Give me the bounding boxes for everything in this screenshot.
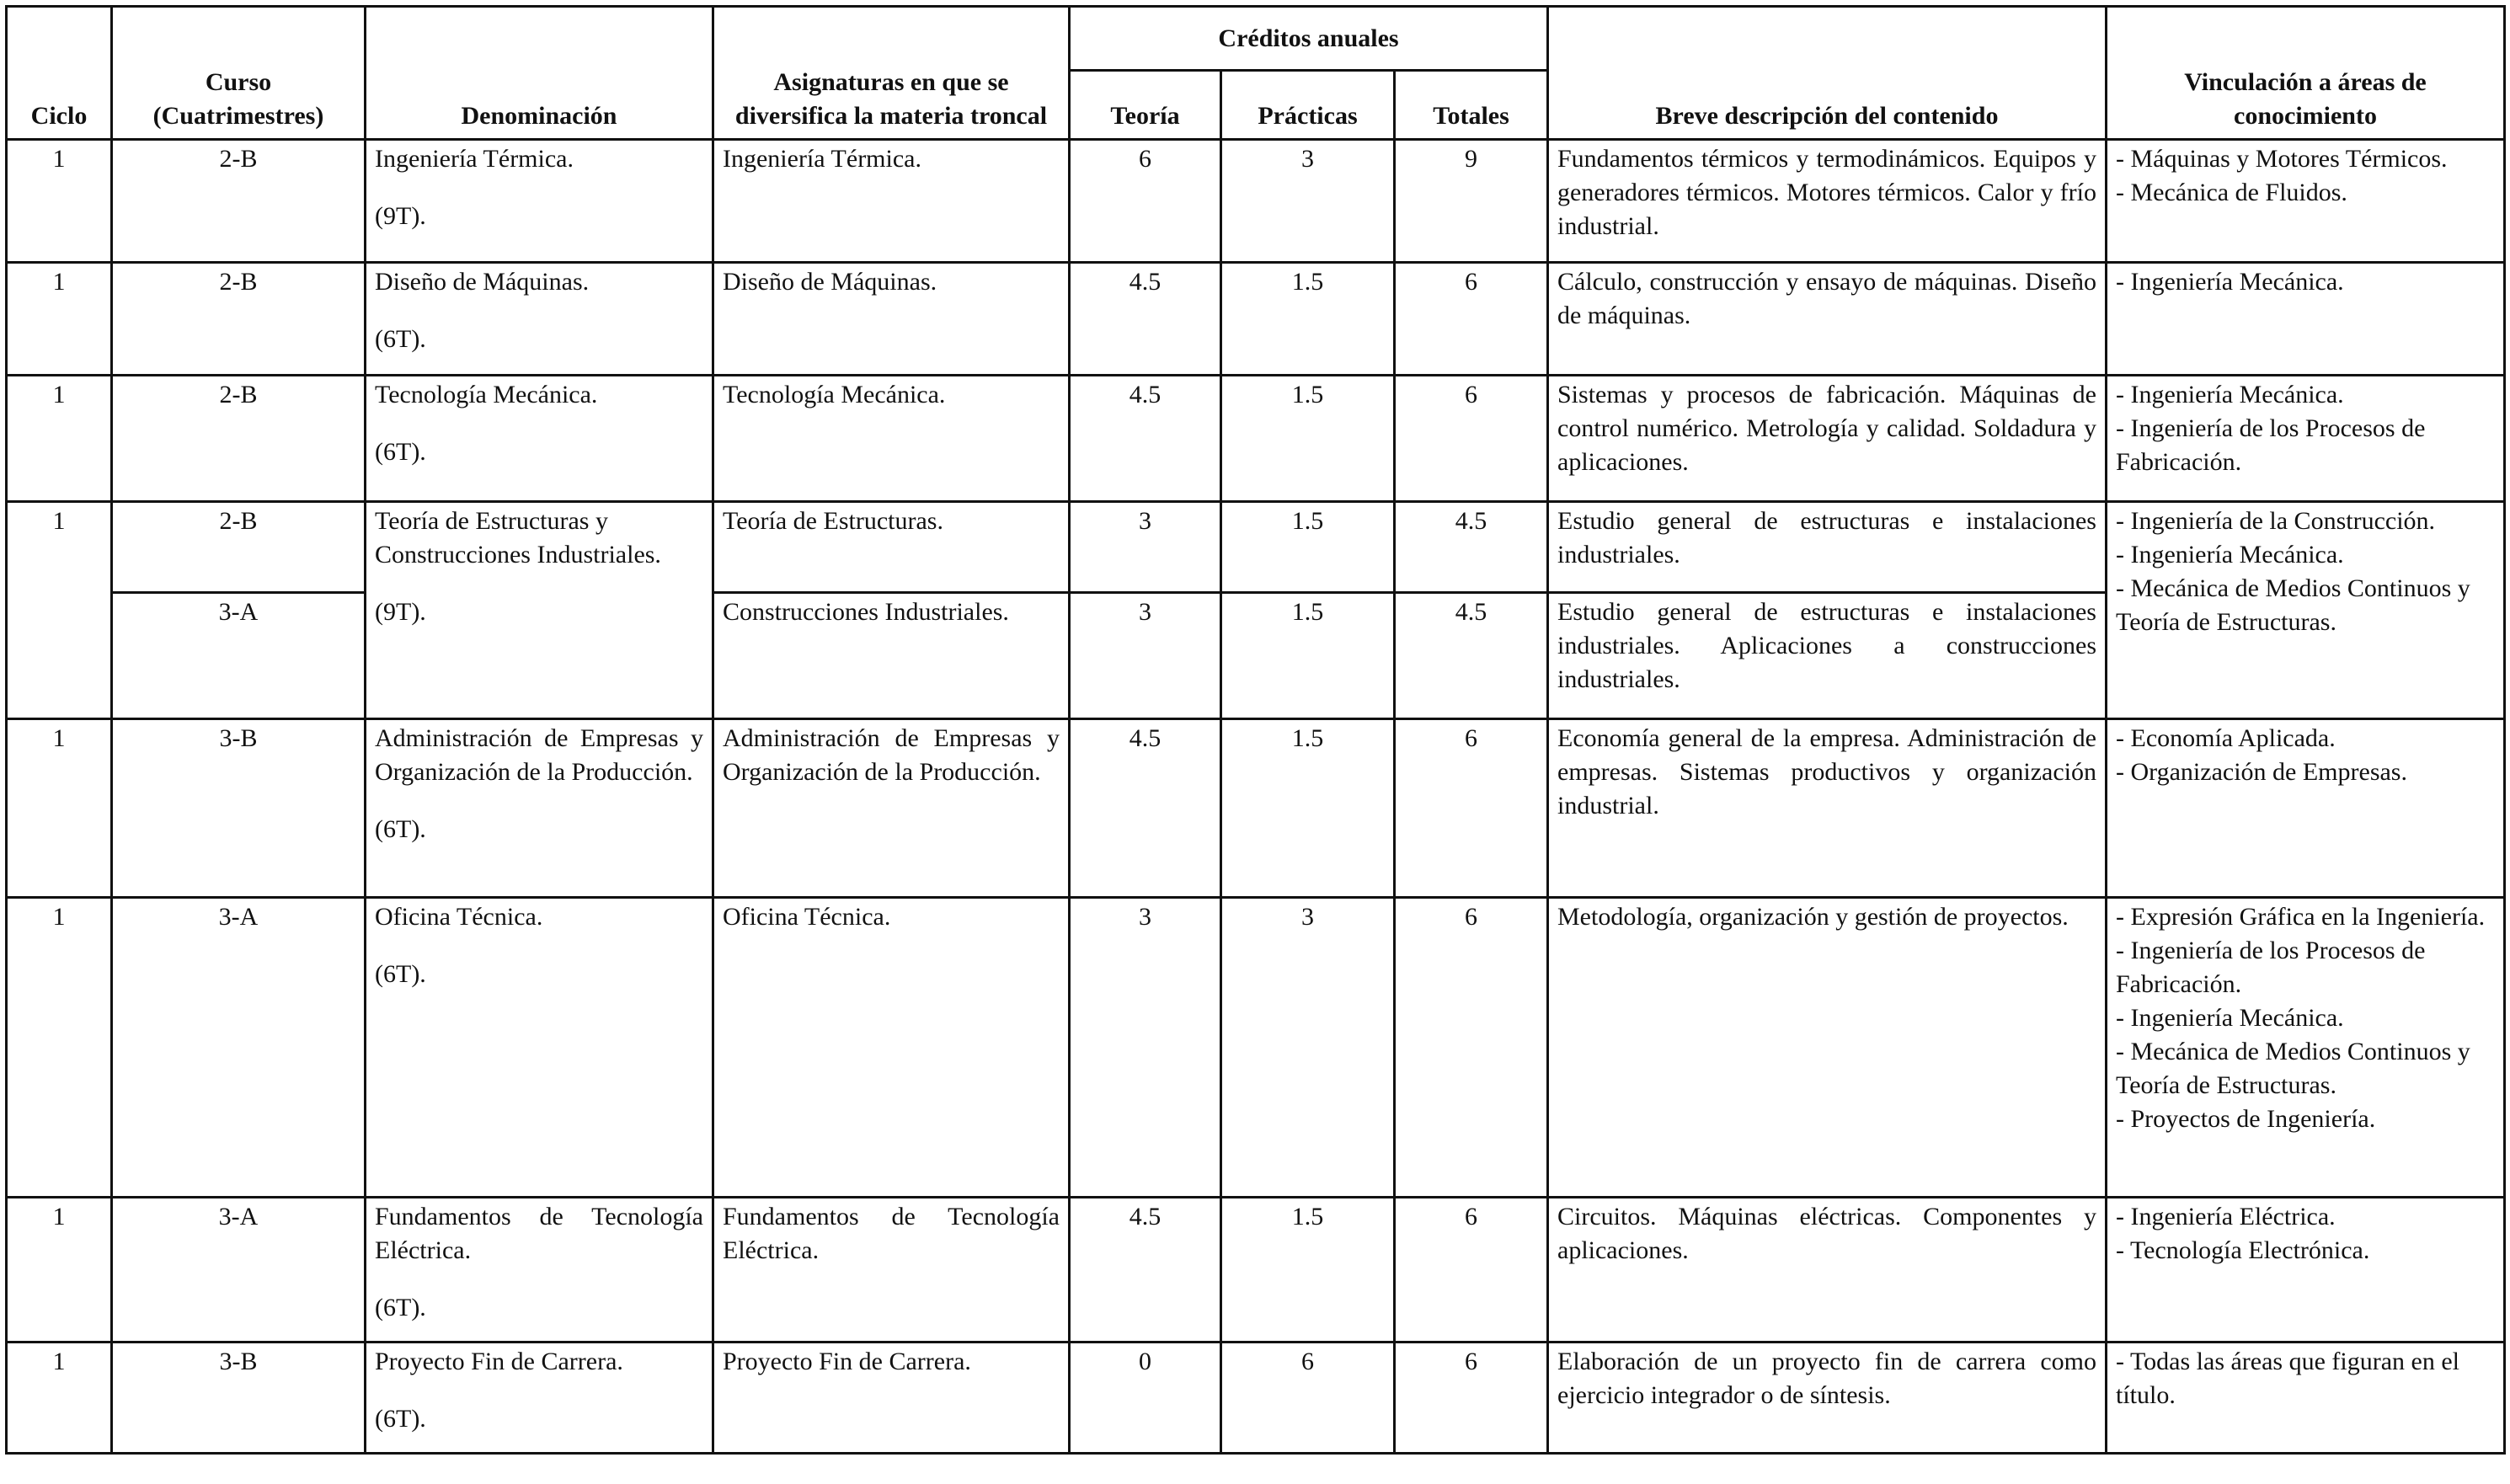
cell-practicas: 1.5 bbox=[1221, 593, 1395, 719]
area-item: - Ingeniería de la Construcción. bbox=[2116, 507, 2436, 535]
area-item: - Ingeniería Mecánica. bbox=[2116, 268, 2344, 296]
header-teoria: Teoría bbox=[1070, 71, 1221, 140]
cell-ciclo: 1 bbox=[7, 140, 112, 263]
denominacion-text: Diseño de Máquinas. bbox=[375, 268, 590, 296]
area-item: - Tecnología Electrónica. bbox=[2116, 1236, 2370, 1264]
denominacion-text: Fundamentos de Tecnología Eléctrica. bbox=[375, 1203, 703, 1264]
cell-denominacion bbox=[366, 263, 713, 376]
cell-ciclo: 1 bbox=[7, 719, 112, 898]
cell-vinculacion bbox=[2107, 263, 2505, 376]
cell-asignatura: Construcciones Industriales. bbox=[713, 593, 1070, 719]
table-row bbox=[7, 898, 2505, 1198]
cell-denominacion bbox=[366, 140, 713, 263]
cell-vinculacion bbox=[2107, 140, 2505, 263]
cell-practicas: 1.5 bbox=[1221, 263, 1395, 376]
cell-descripcion: Sistemas y procesos de fabricación. Máquinas de control numérico. Metrología y calidad. Soldadura y aplicaciones. bbox=[1548, 376, 2107, 502]
header-asignaturas: Asignaturas en que se diversifica la materia troncal bbox=[713, 7, 1070, 140]
cell-denominacion bbox=[366, 719, 713, 898]
cell-practicas: 1.5 bbox=[1221, 376, 1395, 502]
credits-code: (6T). bbox=[375, 438, 426, 466]
header-curso-line2: (Cuatrimestres) bbox=[152, 102, 324, 130]
area-item: - Organización de Empresas. bbox=[2116, 758, 2407, 786]
table-row bbox=[7, 1343, 2505, 1454]
cell-ciclo: 1 bbox=[7, 502, 112, 719]
cell-denominacion bbox=[366, 1198, 713, 1343]
cell-practicas: 3 bbox=[1221, 140, 1395, 263]
credits-code: (6T). bbox=[375, 960, 426, 988]
cell-ciclo: 1 bbox=[7, 376, 112, 502]
header-curso bbox=[112, 7, 366, 140]
table-row bbox=[7, 502, 2505, 593]
cell-totales: 6 bbox=[1395, 719, 1548, 898]
table-header bbox=[7, 7, 2505, 140]
cell-curso: 3-A bbox=[112, 1198, 366, 1343]
cell-practicas: 6 bbox=[1221, 1343, 1395, 1454]
cell-vinculacion bbox=[2107, 898, 2505, 1198]
cell-curso: 2-B bbox=[112, 263, 366, 376]
cell-curso: 2-B bbox=[112, 376, 366, 502]
cell-practicas: 1.5 bbox=[1221, 719, 1395, 898]
area-item: - Ingeniería Mecánica. bbox=[2116, 1004, 2344, 1032]
area-item: - Ingeniería de los Procesos de Fabricación. bbox=[2116, 414, 2426, 476]
cell-totales: 6 bbox=[1395, 263, 1548, 376]
table-row bbox=[7, 376, 2505, 502]
cell-descripcion: Cálculo, construcción y ensayo de máquinas. Diseño de máquinas. bbox=[1548, 263, 2107, 376]
denominacion-text: Administración de Empresas y Organización de la Producción. bbox=[375, 724, 703, 786]
area-item: - Ingeniería Mecánica. bbox=[2116, 381, 2344, 408]
cell-vinculacion bbox=[2107, 502, 2505, 719]
header-creditos: Créditos anuales bbox=[1070, 7, 1548, 71]
cell-teoria: 4.5 bbox=[1070, 263, 1221, 376]
cell-asignatura: Proyecto Fin de Carrera. bbox=[713, 1343, 1070, 1454]
table-body bbox=[7, 140, 2505, 1454]
cell-practicas: 1.5 bbox=[1221, 1198, 1395, 1343]
cell-descripcion: Elaboración de un proyecto fin de carrera como ejercicio integrador o de síntesis. bbox=[1548, 1343, 2107, 1454]
cell-teoria: 3 bbox=[1070, 898, 1221, 1198]
cell-teoria: 3 bbox=[1070, 593, 1221, 719]
cell-descripcion: Estudio general de estructuras e instalaciones industriales. bbox=[1548, 502, 2107, 593]
area-item: - Economía Aplicada. bbox=[2116, 724, 2336, 752]
area-item: - Mecánica de Medios Continuos y Teoría de Estructuras. bbox=[2116, 1038, 2470, 1099]
cell-curso: 2-B bbox=[112, 140, 366, 263]
cell-descripcion: Economía general de la empresa. Administración de empresas. Sistemas productivos y organización industrial. bbox=[1548, 719, 2107, 898]
credits-code: (9T). bbox=[375, 598, 426, 626]
cell-ciclo: 1 bbox=[7, 898, 112, 1198]
credits-code: (6T). bbox=[375, 325, 426, 353]
denominacion-text: Oficina Técnica. bbox=[375, 903, 543, 931]
cell-asignatura: Administración de Empresas y Organización de la Producción. bbox=[713, 719, 1070, 898]
curriculum-table bbox=[5, 5, 2506, 1455]
cell-ciclo: 1 bbox=[7, 263, 112, 376]
cell-curso: 2-B bbox=[112, 502, 366, 593]
header-totales: Totales bbox=[1395, 71, 1548, 140]
header-practicas: Prácticas bbox=[1221, 71, 1395, 140]
cell-denominacion bbox=[366, 502, 713, 719]
denominacion-text: Ingeniería Térmica. bbox=[375, 145, 574, 173]
table-row bbox=[7, 263, 2505, 376]
header-curso-line1: Curso bbox=[205, 68, 272, 96]
header-descripcion: Breve descripción del contenido bbox=[1548, 7, 2107, 140]
cell-practicas: 3 bbox=[1221, 898, 1395, 1198]
cell-asignatura: Fundamentos de Tecnología Eléctrica. bbox=[713, 1198, 1070, 1343]
cell-teoria: 4.5 bbox=[1070, 719, 1221, 898]
cell-ciclo: 1 bbox=[7, 1198, 112, 1343]
cell-vinculacion bbox=[2107, 719, 2505, 898]
credits-code: (6T). bbox=[375, 815, 426, 843]
denominacion-text: Teoría de Estructuras y Construcciones Industriales. bbox=[375, 507, 661, 569]
area-item: - Ingeniería Mecánica. bbox=[2116, 541, 2344, 569]
table-row bbox=[7, 1198, 2505, 1343]
header-ciclo: Ciclo bbox=[7, 7, 112, 140]
area-item: - Máquinas y Motores Térmicos. bbox=[2116, 145, 2448, 173]
denominacion-text: Proyecto Fin de Carrera. bbox=[375, 1348, 623, 1375]
cell-totales: 6 bbox=[1395, 376, 1548, 502]
cell-teoria: 0 bbox=[1070, 1343, 1221, 1454]
cell-totales: 6 bbox=[1395, 1198, 1548, 1343]
cell-descripcion: Metodología, organización y gestión de proyectos. bbox=[1548, 898, 2107, 1198]
cell-ciclo: 1 bbox=[7, 1343, 112, 1454]
cell-teoria: 6 bbox=[1070, 140, 1221, 263]
credits-code: (6T). bbox=[375, 1405, 426, 1433]
cell-descripcion: Estudio general de estructuras e instalaciones industriales. Aplicaciones a construcciones industriales. bbox=[1548, 593, 2107, 719]
cell-asignatura: Oficina Técnica. bbox=[713, 898, 1070, 1198]
area-item: - Proyectos de Ingeniería. bbox=[2116, 1105, 2376, 1133]
cell-asignatura: Tecnología Mecánica. bbox=[713, 376, 1070, 502]
cell-curso: 3-B bbox=[112, 719, 366, 898]
cell-curso: 3-A bbox=[112, 898, 366, 1198]
cell-asignatura: Teoría de Estructuras. bbox=[713, 502, 1070, 593]
cell-teoria: 3 bbox=[1070, 502, 1221, 593]
cell-asignatura: Diseño de Máquinas. bbox=[713, 263, 1070, 376]
cell-asignatura: Ingeniería Térmica. bbox=[713, 140, 1070, 263]
credits-code: (9T). bbox=[375, 202, 426, 230]
cell-totales: 4.5 bbox=[1395, 502, 1548, 593]
cell-descripcion: Fundamentos térmicos y termodinámicos. Equipos y generadores térmicos. Motores térmicos. Calor y frío industrial. bbox=[1548, 140, 2107, 263]
cell-descripcion: Circuitos. Máquinas eléctricas. Componentes y aplicaciones. bbox=[1548, 1198, 2107, 1343]
cell-totales: 9 bbox=[1395, 140, 1548, 263]
area-item: - Expresión Gráfica en la Ingeniería. bbox=[2116, 903, 2486, 931]
area-item: - Ingeniería Eléctrica. bbox=[2116, 1203, 2336, 1230]
cell-denominacion bbox=[366, 376, 713, 502]
cell-teoria: 4.5 bbox=[1070, 1198, 1221, 1343]
table-row bbox=[7, 140, 2505, 263]
header-vinculacion: Vinculación a áreas de conocimiento bbox=[2107, 7, 2505, 140]
cell-totales: 4.5 bbox=[1395, 593, 1548, 719]
credits-code: (6T). bbox=[375, 1294, 426, 1321]
cell-vinculacion bbox=[2107, 376, 2505, 502]
cell-teoria: 4.5 bbox=[1070, 376, 1221, 502]
table-row bbox=[7, 719, 2505, 898]
area-item: - Ingeniería de los Procesos de Fabricación. bbox=[2116, 937, 2426, 998]
cell-totales: 6 bbox=[1395, 898, 1548, 1198]
cell-denominacion bbox=[366, 898, 713, 1198]
header-denominacion: Denominación bbox=[366, 7, 713, 140]
area-item: - Mecánica de Fluidos. bbox=[2116, 179, 2347, 206]
cell-denominacion bbox=[366, 1343, 713, 1454]
cell-practicas: 1.5 bbox=[1221, 502, 1395, 593]
denominacion-text: Tecnología Mecánica. bbox=[375, 381, 598, 408]
area-item: - Mecánica de Medios Continuos y Teoría de Estructuras. bbox=[2116, 574, 2470, 636]
cell-curso: 3-B bbox=[112, 1343, 366, 1454]
cell-totales: 6 bbox=[1395, 1343, 1548, 1454]
cell-vinculacion bbox=[2107, 1198, 2505, 1343]
cell-vinculacion bbox=[2107, 1343, 2505, 1454]
cell-curso: 3-A bbox=[112, 593, 366, 719]
area-item: - Todas las áreas que figuran en el título. bbox=[2116, 1348, 2460, 1409]
